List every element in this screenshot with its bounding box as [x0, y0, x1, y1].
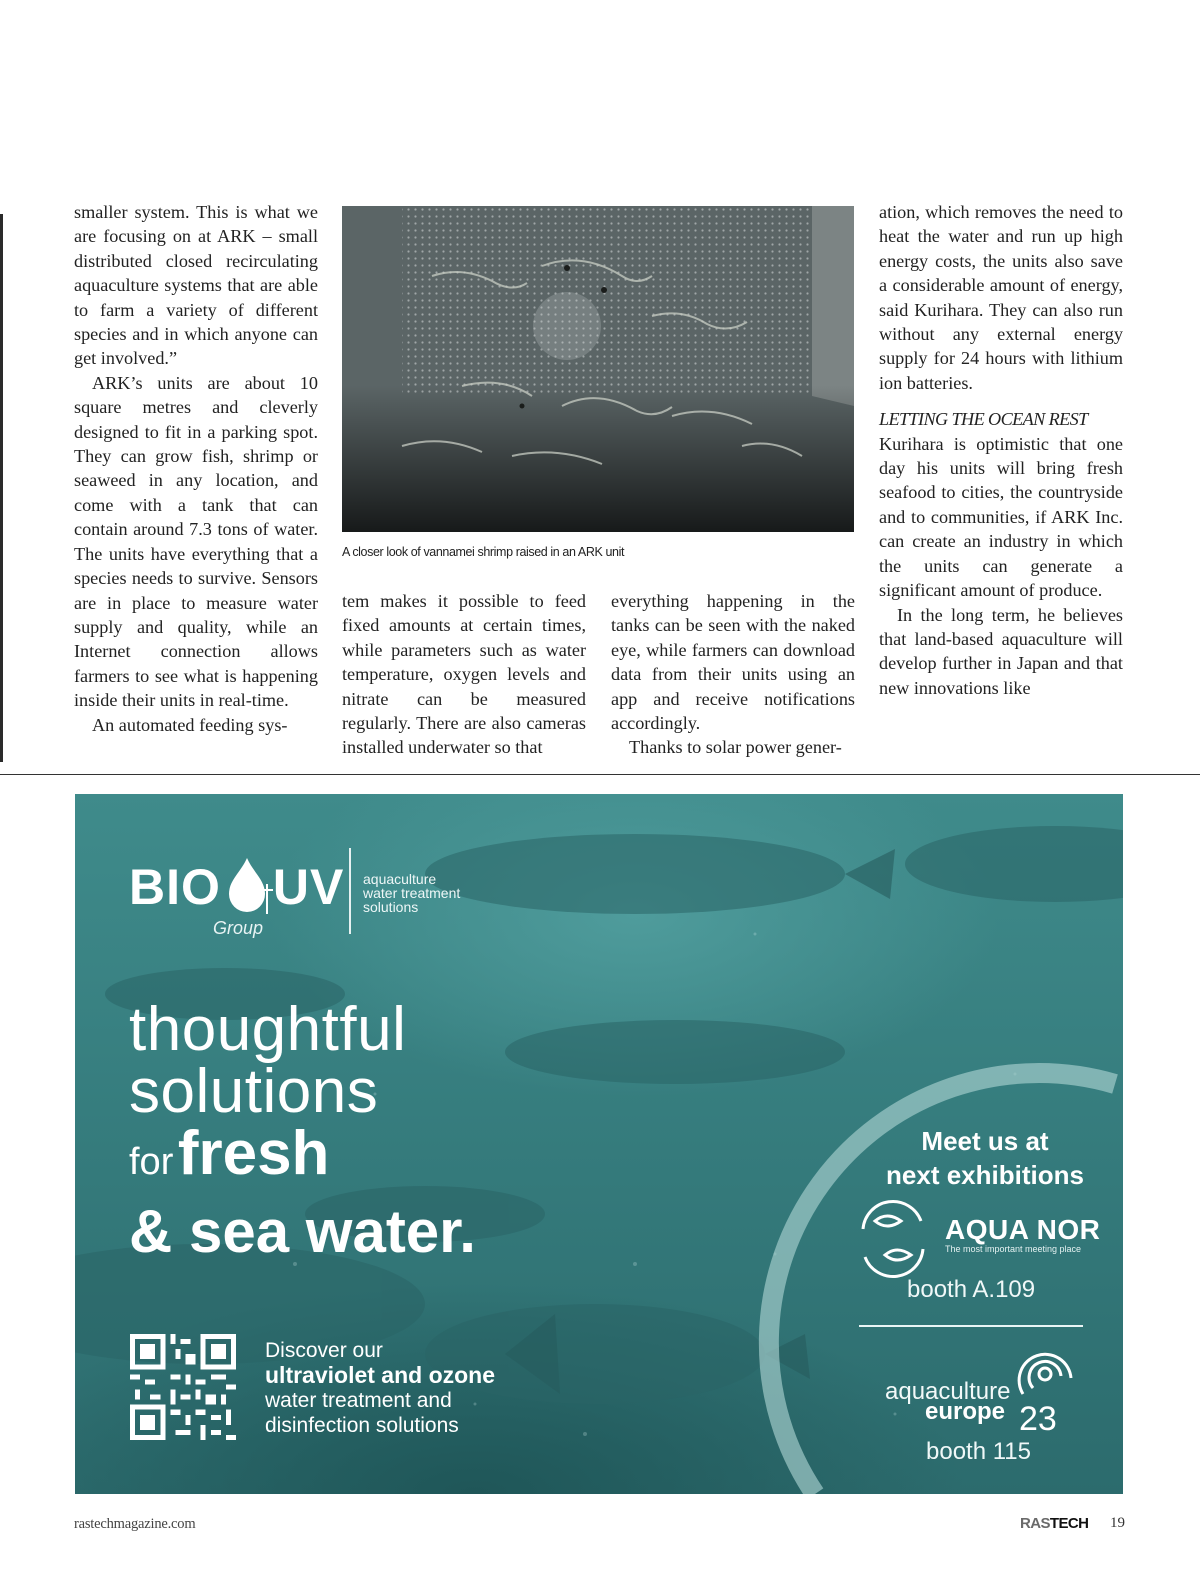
- brand-tech: TECH: [1049, 1515, 1089, 1532]
- paragraph: smaller system. This is what we are focusing on at ARK – small distributed closed recirculating aquaculture systems that are able to farm a variety of different species and in which anyone can get involved.”: [74, 202, 318, 369]
- droplet-icon: [221, 856, 273, 914]
- logo-uv-text: UV: [272, 859, 345, 915]
- paragraph: ARK’s units are about 10 square metres and cleverly designed to fit in a parking spot. They can grow fish, shrimp or seaweed in any location, and come with a tank that can contain around 7.3 tons of water. The units have everything that a species needs to survive. Sensors are in place to measure water supply and quality, while an Internet connection allows farmers to see what is happening inside their units in real-time.: [74, 372, 318, 711]
- aqua-nor-slogan: The most important meeting place: [945, 1244, 1082, 1254]
- page-number: 19: [1110, 1515, 1125, 1531]
- aquaculture-europe-logo-line-1: aquaculture: [885, 1378, 1011, 1405]
- article-column-1: [74, 200, 318, 737]
- discover-text: [265, 1338, 495, 1438]
- paragraph: An automated feeding sys-: [92, 714, 288, 735]
- tagline-line: aquaculture: [363, 871, 437, 887]
- paragraph: tem makes it possible to feed fixed amounts at certain times, while parameters such as water temperature, oxygen levels and nitrate can be measured regularly. There are also cameras installed underwater so that: [342, 591, 586, 758]
- paragraph: ation, which removes the need to heat the water and run up high energy costs, the units also save a considerable amount of energy, said Kurihara. They can also run without any external energy supply for 24 hours with lithium ion batteries.: [879, 202, 1123, 393]
- paragraph: everything happening in the tanks can be seen with the naked eye, while farmers can download data from their units using an app and receive notifications accordingly.: [611, 591, 855, 734]
- qr-code-icon[interactable]: [130, 1334, 236, 1440]
- headline-for: for: [129, 1141, 174, 1183]
- article-column-4: [879, 200, 1123, 700]
- logo-group-text: Group: [213, 918, 264, 938]
- brand-ras: RAS: [1020, 1515, 1050, 1532]
- bio-uv-logo: [129, 856, 344, 914]
- discover-line: disinfection solutions: [265, 1414, 459, 1437]
- headline-fresh: fresh: [177, 1119, 330, 1188]
- paragraph: In the long term, he believes that land-based aquaculture will develop further in Japan and that new innovations like: [879, 604, 1123, 698]
- logo-bio-text: BIO: [129, 859, 221, 915]
- headline-line-4: & sea water.: [129, 1198, 476, 1265]
- bio-uv-advertisement[interactable]: [75, 794, 1123, 1494]
- booth-aqua-nor: booth A.109: [907, 1276, 1036, 1303]
- page-edge-strip: [0, 214, 3, 762]
- aquaculture-europe-logo-line-2: europe: [925, 1398, 1006, 1425]
- aquaculture-europe-swirl-icon: [1015, 1344, 1077, 1402]
- aqua-nor-fish-icon: [853, 1199, 933, 1279]
- meet-line: next exhibitions: [886, 1160, 1084, 1190]
- article-column-3: [611, 589, 855, 760]
- tagline-line: water treatment: [363, 885, 461, 901]
- headline-line-1: thoughtful: [129, 995, 407, 1064]
- meet-line: Meet us at: [921, 1126, 1049, 1156]
- section-subhead: LETTING THE OCEAN REST: [879, 409, 1088, 430]
- discover-line: Discover our: [265, 1339, 383, 1362]
- ad-headline: [129, 995, 476, 1265]
- booth-aquaculture-europe: booth 115: [926, 1438, 1031, 1465]
- paragraph: Kurihara is optimistic that one day his units will bring fresh seafood to cities, the countryside and to communities, if ARK Inc. can create an industry in which the units can generate a significant amount of produce.: [879, 433, 1123, 601]
- tagline-line: solutions: [363, 899, 419, 915]
- paragraph: Thanks to solar power gener-: [629, 737, 842, 758]
- footer-website[interactable]: rastechmagazine.com: [74, 1516, 196, 1532]
- shrimp-photo: [342, 206, 854, 532]
- meet-us-heading: [835, 1124, 1123, 1192]
- photo-caption: A closer look of vannamei shrimp raised in an ARK unit: [342, 545, 625, 559]
- article-column-2: [342, 589, 586, 760]
- discover-line: ultraviolet and ozone: [265, 1362, 496, 1388]
- aqua-nor-logo: AQUA NOR: [945, 1214, 1101, 1245]
- section-divider: [0, 774, 1200, 775]
- logo-tagline: [363, 872, 460, 914]
- aquaculture-europe-year: 23: [1019, 1400, 1057, 1438]
- shrimp-photo-art: [342, 206, 854, 532]
- discover-line: water treatment and: [265, 1389, 452, 1412]
- logo-divider: [349, 848, 351, 934]
- footer-brand-logo: [1020, 1515, 1088, 1532]
- headline-line-2: solutions: [129, 1057, 379, 1126]
